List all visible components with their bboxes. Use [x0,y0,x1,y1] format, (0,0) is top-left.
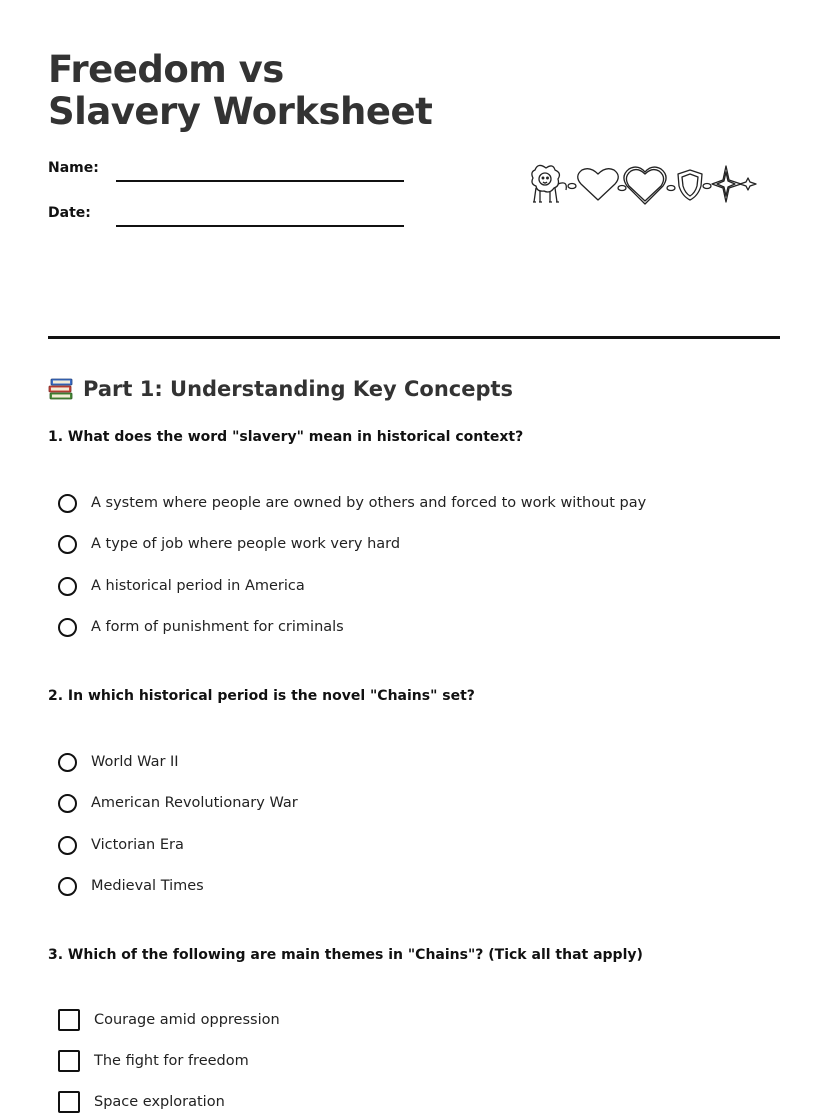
decorative-border [528,158,760,210]
part-1-title-text: Part 1: Understanding Key Concepts [83,377,514,401]
option-label: A historical period in America [91,578,305,594]
q1-option-3[interactable] [58,574,305,598]
shield-icon [678,170,702,200]
name-field[interactable] [116,180,404,182]
date-label: Date: [48,205,91,221]
q1-option-1[interactable] [58,491,646,515]
option-label: A type of job where people work very hard [91,536,401,552]
option-label: American Revolutionary War [91,795,298,811]
q3-option-2[interactable] [58,1049,249,1073]
q2-option-4[interactable] [58,874,204,898]
name-label: Name: [48,160,99,176]
part-1-title [48,374,513,404]
date-field[interactable] [116,225,404,227]
question-2: 2. In which historical period is the novel "Chains" set? [48,688,475,704]
checkbox[interactable] [58,1009,80,1031]
option-label: The fight for freedom [94,1053,249,1069]
q3-option-3[interactable] [58,1090,225,1114]
q3-option-1[interactable] [58,1008,280,1032]
q2-option-2[interactable] [58,791,298,815]
q2-option-3[interactable] [58,833,184,857]
option-label: Victorian Era [91,837,184,853]
option-label: A form of punishment for criminals [91,619,344,635]
question-3: 3. Which of the following are main themes in "Chains"? (Tick all that apply) [48,947,643,963]
radio-button[interactable] [58,794,77,813]
radio-button[interactable] [58,535,77,554]
checkbox[interactable] [58,1050,80,1072]
radio-button[interactable] [58,753,77,772]
books-icon [48,377,74,401]
lion-icon [532,165,566,202]
option-label: Space exploration [94,1094,225,1110]
option-label: World War II [91,754,179,770]
radio-button[interactable] [58,577,77,596]
option-label: Medieval Times [91,878,204,894]
radio-button[interactable] [58,877,77,896]
option-label: Courage amid oppression [94,1012,280,1028]
radio-button[interactable] [58,494,77,513]
heart-icon [578,169,619,200]
heart-icon [624,167,666,204]
option-label: A system where people are owned by others and forced to work without pay [91,495,647,511]
question-1: 1. What does the word "slavery" mean in historical context? [48,429,524,445]
radio-button[interactable] [58,836,77,855]
q1-option-2[interactable] [58,532,400,556]
checkbox[interactable] [58,1091,80,1113]
section-divider [48,336,780,339]
q2-option-1[interactable] [58,750,179,774]
radio-button[interactable] [58,618,77,637]
sparkle-icon [712,166,756,202]
q1-option-4[interactable] [58,615,344,639]
worksheet-title: Freedom vs Slavery Worksheet [48,48,433,133]
